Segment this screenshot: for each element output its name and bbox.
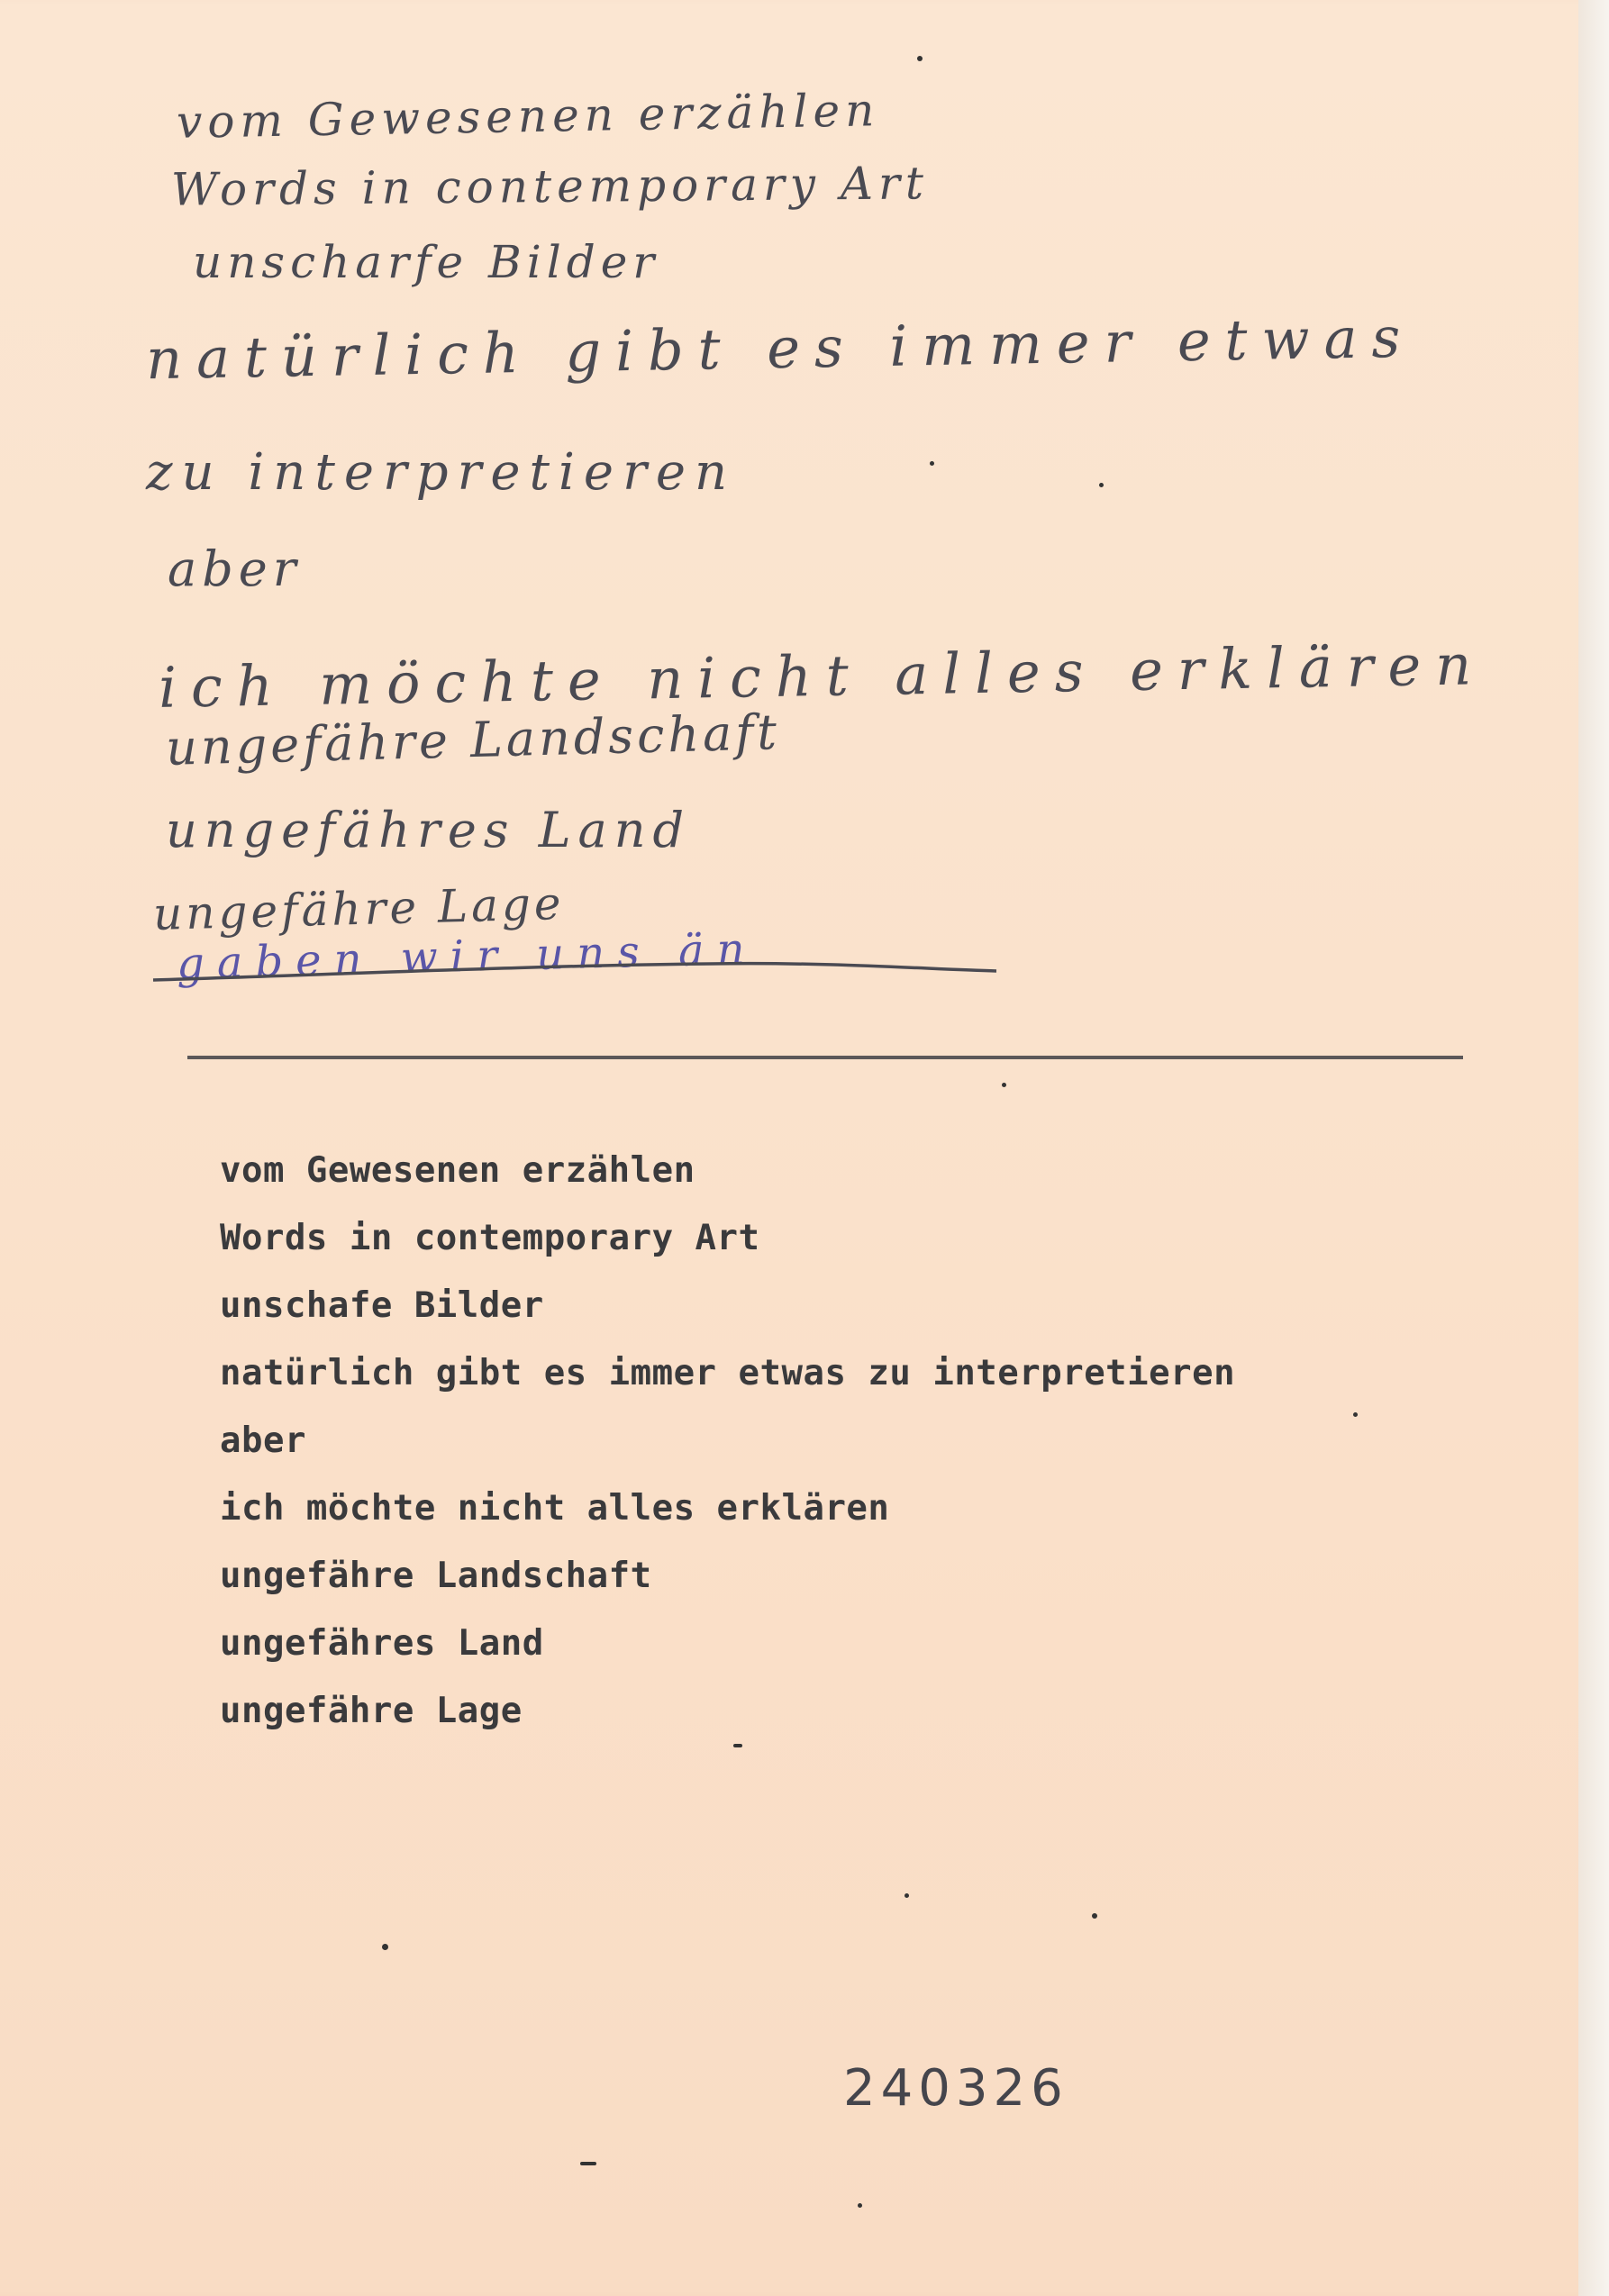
- typed-line: ich möchte nicht alles erklären: [220, 1488, 890, 1529]
- strike-through: [151, 957, 998, 987]
- typed-text-block: [220, 1137, 1535, 1745]
- ink-speck: [580, 2162, 596, 2165]
- typed-line: natürlich gibt es immer etwas zu interpretieren: [220, 1353, 1236, 1393]
- divider-line: [187, 1056, 1463, 1059]
- typed-line: ungefähre Lage: [220, 1691, 523, 1731]
- crossed-out-line: gaben wir uns än: [176, 923, 759, 990]
- handwritten-line: natürlich gibt es immer etwas: [145, 304, 1415, 393]
- ink-speck: [1002, 1083, 1006, 1087]
- ink-speck: [1099, 483, 1104, 487]
- ink-speck: [733, 1744, 742, 1747]
- typed-line: unschafe Bilder: [220, 1285, 544, 1326]
- ink-speck: [1092, 1913, 1097, 1919]
- ink-speck: [382, 1944, 388, 1950]
- typed-line: aber: [220, 1420, 306, 1461]
- handwritten-line: ungefähre Landschaft: [165, 703, 781, 776]
- ink-speck: [1353, 1412, 1358, 1417]
- handwritten-line: ungefähre Lage: [152, 877, 566, 940]
- handwritten-line: aber: [168, 540, 302, 597]
- handwritten-line: Words in contemporary Art: [170, 157, 930, 216]
- typed-line: ungefähres Land: [220, 1623, 544, 1664]
- date-code: 240326: [843, 2059, 1068, 2118]
- scan-edge: [1578, 0, 1609, 2296]
- handwritten-line: unscharfe Bilder: [193, 236, 660, 288]
- handwritten-line: vom Gewesenen erzählen: [176, 84, 880, 149]
- typed-line: ungefähre Landschaft: [220, 1556, 652, 1596]
- handwritten-line: zu interpretieren: [146, 443, 737, 502]
- typed-line: vom Gewesenen erzählen: [220, 1150, 695, 1191]
- handwritten-line: ich möchte nicht alles erklären: [158, 631, 1486, 721]
- ink-speck: [917, 56, 923, 61]
- ink-speck: [930, 461, 934, 466]
- typed-line: Words in contemporary Art: [220, 1218, 760, 1258]
- handwritten-line: ungefähres Land: [166, 802, 692, 858]
- ink-speck: [904, 1893, 909, 1898]
- ink-speck: [858, 2203, 862, 2208]
